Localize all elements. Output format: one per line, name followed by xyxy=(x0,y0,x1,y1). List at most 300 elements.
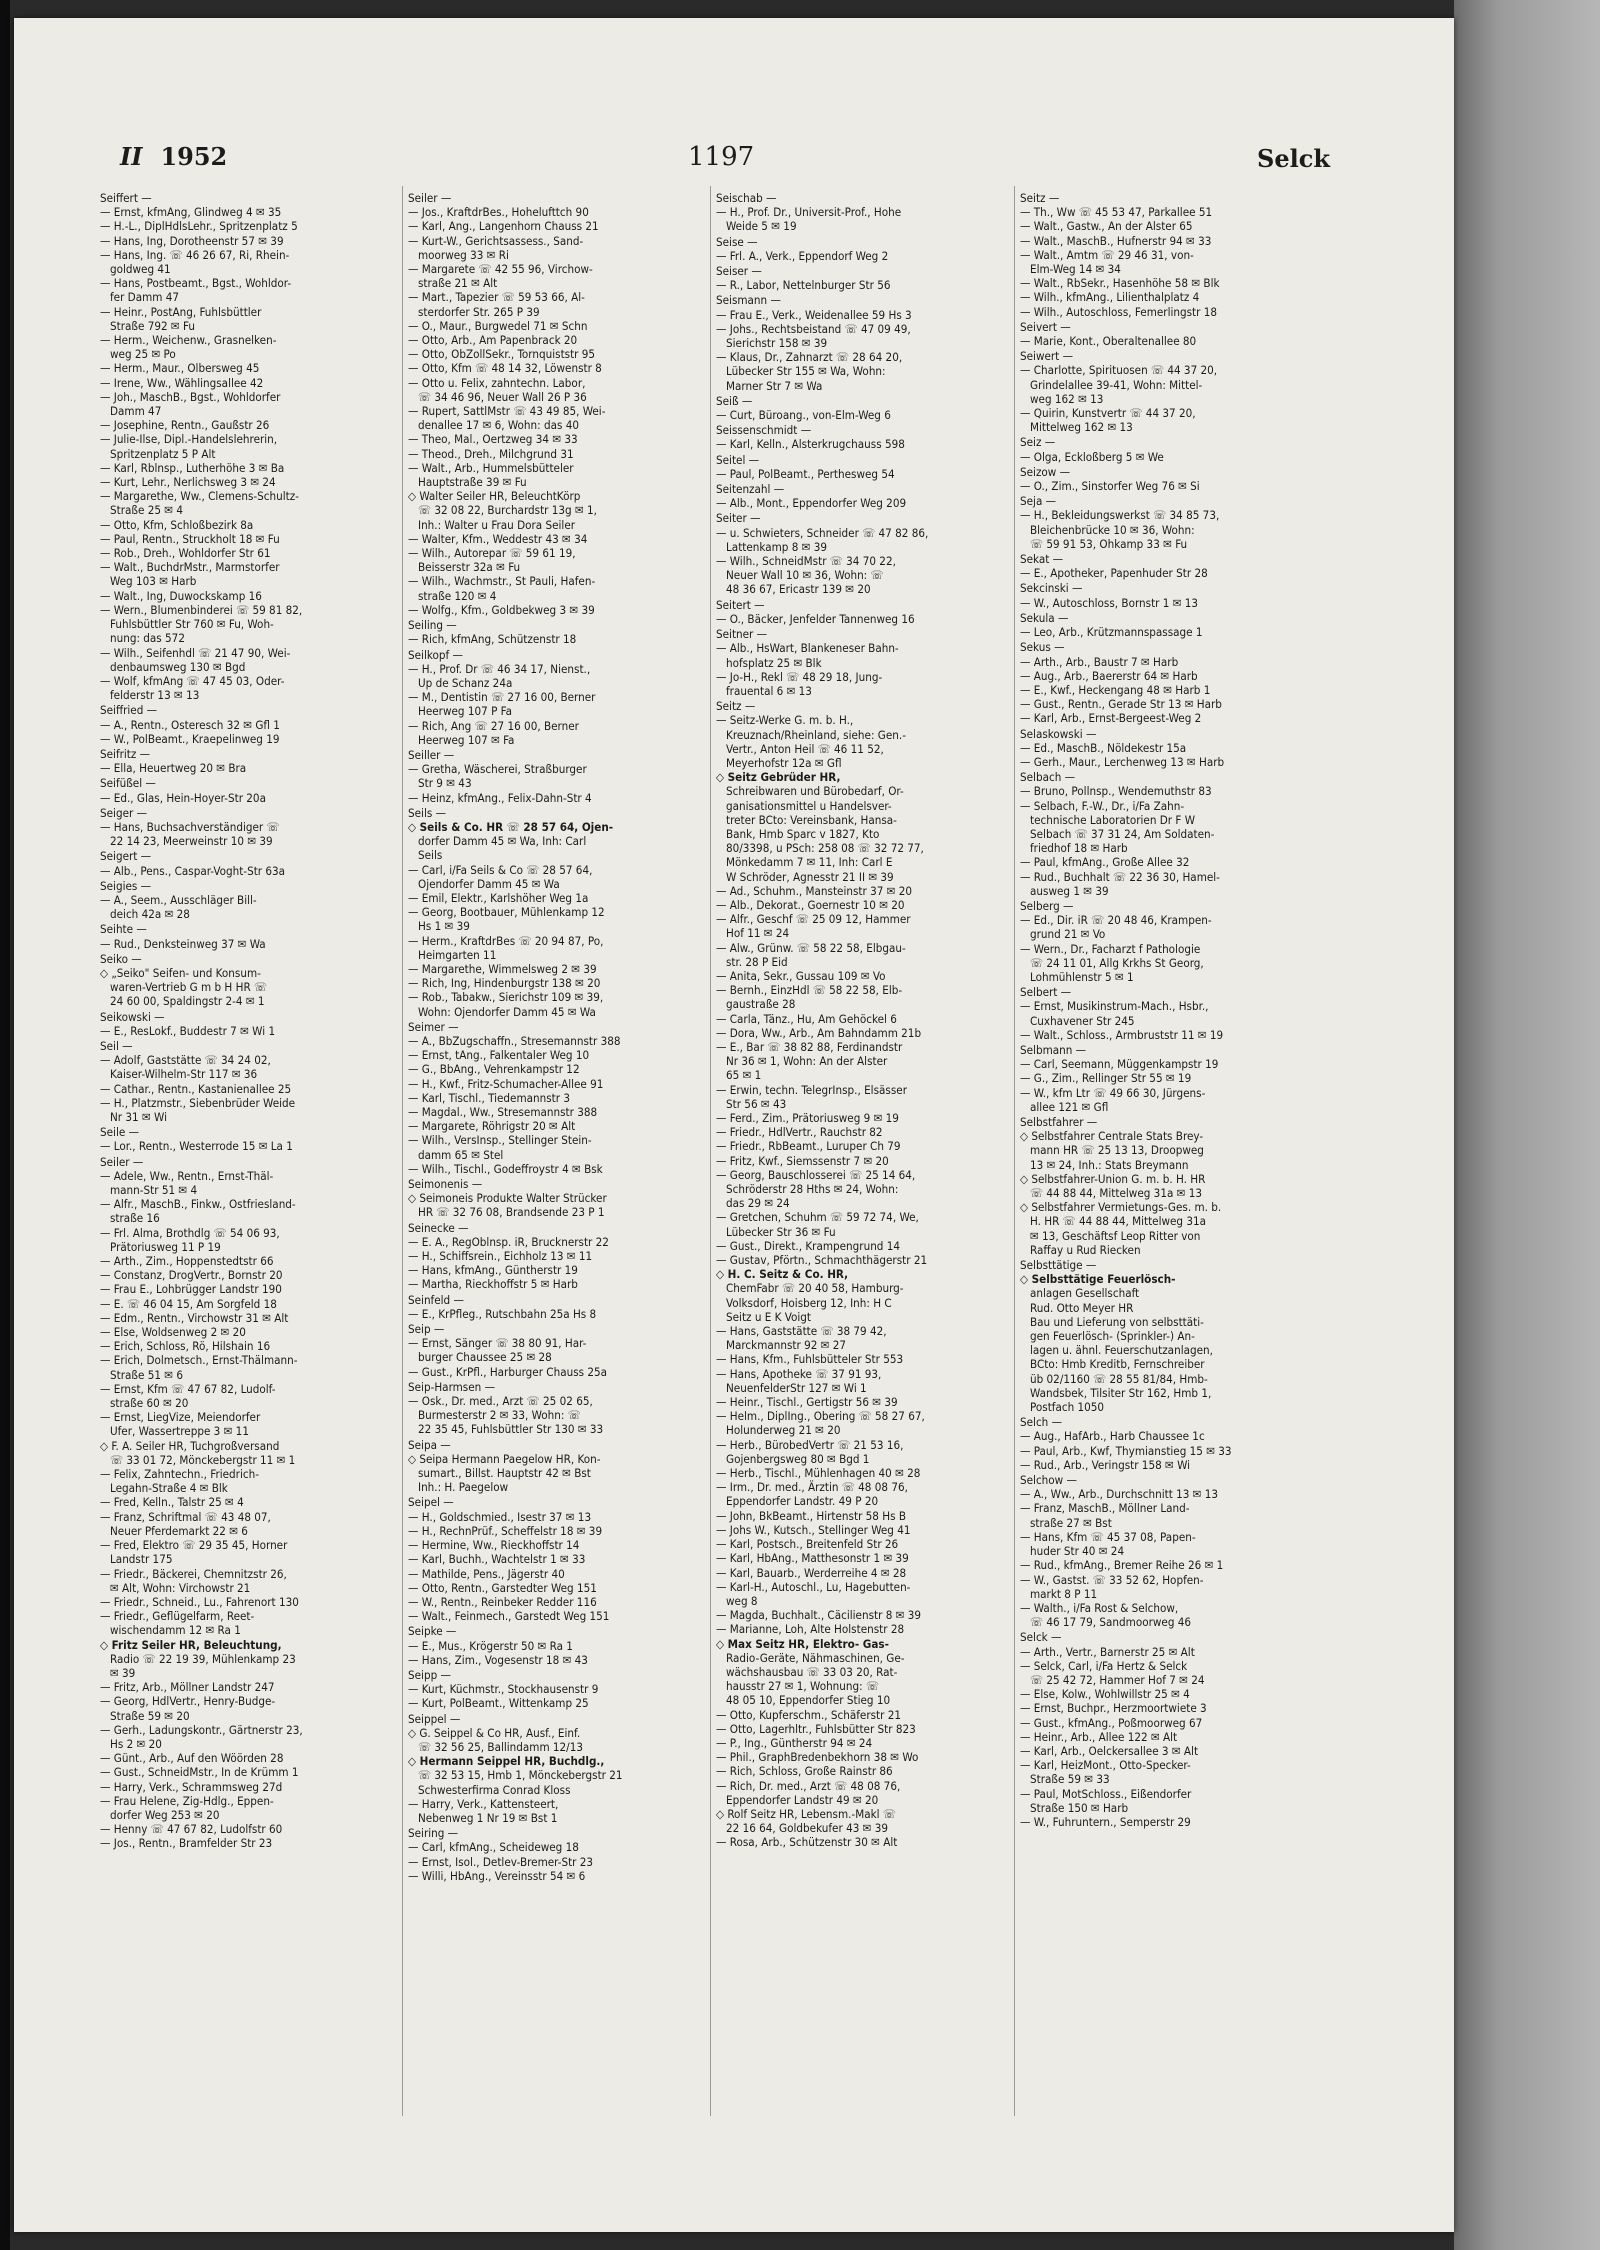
directory-entry-line: Eppendorfer Landstr. 49 P 20 xyxy=(726,1494,879,1509)
directory-entry-line: — Rich, Schloss, Große Rainstr 86 xyxy=(716,1764,893,1779)
directory-entry-line: Selck — xyxy=(1020,1630,1062,1645)
directory-entry-line: BCto: Hmb Kreditb, Fernschreiber xyxy=(1030,1357,1205,1372)
directory-entry-line: Selbach ☏ 37 31 24, Am Soldaten- xyxy=(1030,826,1215,841)
directory-entry-line: — Olga, Eckloßberg 5 ✉ We xyxy=(1020,449,1164,464)
directory-entry-line: — Walt., Schloss., Armbruststr 11 ✉ 19 xyxy=(1020,1027,1224,1042)
directory-entry-line: dorfer Damm 45 ✉ Wa, Inh: Carl xyxy=(418,834,587,849)
directory-entry-line: — Rich, Ang ☏ 27 16 00, Berner xyxy=(408,718,579,733)
directory-entry-line: treter BCto: Vereinsbank, Hansa- xyxy=(726,812,897,827)
directory-entry-line: — Alb., HsWart, Blankeneser Bahn- xyxy=(716,641,899,656)
directory-entry-line: — Lor., Rentn., Westerrode 15 ✉ La 1 xyxy=(100,1139,293,1154)
directory-entry-line: — Friedr., Schneid., Lu., Fahrenort 130 xyxy=(100,1594,299,1609)
directory-entry-line: — Karl, Rblnsp., Lutherhöhe 3 ✉ Ba xyxy=(100,460,285,475)
directory-entry-line: ☏ 32 53 15, Hmb 1, Mönckebergstr 21 xyxy=(418,1768,623,1783)
directory-entry-line: — Rud., Denksteinweg 37 ✉ Wa xyxy=(100,936,266,951)
header-running-head: Selck xyxy=(1257,144,1330,173)
directory-entry-line: — Friedr., Bäckerei, Chemnitzstr 26, xyxy=(100,1566,287,1581)
directory-entry-line: — Fritz, Arb., Möllner Landstr 247 xyxy=(100,1680,275,1695)
directory-entry-line: — Arth., Vertr., Barnerstr 25 ✉ Alt xyxy=(1020,1644,1195,1659)
directory-entry-line: Vertr., Anton Heil ☏ 46 11 52, xyxy=(726,741,884,756)
directory-entry-line: 80/3398, u PSch: 258 08 ☏ 32 72 77, xyxy=(726,841,924,856)
directory-entry-line: huder Str 40 ✉ 24 xyxy=(1030,1544,1125,1559)
directory-entry-line: — Friedr., Geflügelfarm, Reet- xyxy=(100,1609,255,1624)
directory-entry-line: — Wolf, kfmAng ☏ 47 45 03, Oder- xyxy=(100,673,285,688)
column-divider xyxy=(402,186,403,2116)
page-edge-shadow xyxy=(1454,0,1600,2250)
directory-entry-line: — Hans, Apotheke ☏ 37 91 93, xyxy=(716,1366,882,1381)
directory-entry-line: Weg 103 ✉ Harb xyxy=(110,574,197,589)
directory-entry-line: Straße 59 ✉ 33 xyxy=(1030,1772,1110,1787)
directory-entry-line: — Harry, Verk., Schrammsweg 27d xyxy=(100,1779,283,1794)
directory-entry-line: NeuenfelderStr 127 ✉ Wi 1 xyxy=(726,1380,867,1395)
directory-entry-line: — Alb., Pens., Caspar-Voght-Str 63a xyxy=(100,863,286,878)
directory-entry-line: Sekcinski — xyxy=(1020,581,1083,596)
directory-entry-line: — Carl, i/Fa Seils & Co ☏ 28 57 64, xyxy=(408,862,593,877)
directory-entry-line: ◇ Fritz Seiler HR, Beleuchtung, xyxy=(100,1637,282,1652)
directory-entry-line: — Georg, Bauschlosserei ☏ 25 14 64, xyxy=(716,1167,916,1182)
directory-entry-line: — Ernst, Sänger ☏ 38 80 91, Har- xyxy=(408,1336,587,1351)
directory-entry-line: Volksdorf, Hoisberg 12, Inh: H C xyxy=(726,1295,892,1310)
directory-entry-line: — Heinz, kfmAng., Felix-Dahn-Str 4 xyxy=(408,790,592,805)
directory-entry-line: Eppendorfer Landstr 49 ✉ 20 xyxy=(726,1792,879,1807)
directory-entry-line: Str 56 ✉ 43 xyxy=(726,1096,787,1111)
directory-entry-line: friedhof 18 ✉ Harb xyxy=(1030,841,1128,856)
directory-entry-line: — Hermine, Ww., Rieckhoffstr 14 xyxy=(408,1538,580,1553)
directory-entry-line: Seiring — xyxy=(408,1826,459,1841)
directory-entry-line: straße 21 ✉ Alt xyxy=(418,276,498,291)
directory-entry-line: — Gerh., Maur., Lerchenweg 13 ✉ Harb xyxy=(1020,754,1225,769)
directory-entry-line: ◇ Selbstfahrer Vermietungs-Ges. m. b. xyxy=(1020,1200,1222,1215)
directory-entry-line: Seihte — xyxy=(100,922,147,937)
directory-entry-line: — Walt., BuchdrMstr., Marmstorfer xyxy=(100,560,280,575)
directory-entry-line: — Karl, HbAng., Matthesonstr 1 ✉ 39 xyxy=(716,1551,909,1566)
column-divider xyxy=(710,186,711,2116)
directory-entry-line: — Ad., Schuhm., Mansteinstr 37 ✉ 20 xyxy=(716,883,913,898)
directory-entry-line: — G., BbAng., Vehrenkampstr 12 xyxy=(408,1062,580,1077)
directory-entry-line: denallee 17 ✉ 6, Wohn: das 40 xyxy=(418,418,579,433)
directory-entry-line: — W., Rentn., Reinbeker Redder 116 xyxy=(408,1594,597,1609)
directory-entry-line: — H., Bekleidungswerkst ☏ 34 85 73, xyxy=(1020,508,1220,523)
directory-entry-line: Sekula — xyxy=(1020,610,1069,625)
directory-entry-line: — Emil, Elektr., Karlshöher Weg 1a xyxy=(408,890,589,905)
directory-entry-line: — Bruno, Pollnsp., Wendemuthstr 83 xyxy=(1020,784,1212,799)
directory-entry-line: — Heinr., PostAng, Fuhlsbüttler xyxy=(100,304,262,319)
directory-entry-line: Rud. Otto Meyer HR xyxy=(1030,1300,1134,1315)
directory-entry-line: Gojenbergsweg 80 ✉ Bgd 1 xyxy=(726,1451,870,1466)
directory-entry-line: Nr 36 ✉ 1, Wohn: An der Alster xyxy=(726,1054,888,1069)
directory-entry-line: — P., Ing., Güntherstr 94 ✉ 24 xyxy=(716,1735,873,1750)
directory-entry-line: Cuxhavener Str 245 xyxy=(1030,1013,1135,1028)
directory-entry-line: Seitz — xyxy=(716,699,756,714)
directory-entry-line: Schröderstr 28 Hths ✉ 24, Wohn: xyxy=(726,1182,899,1197)
directory-entry-line: Marner Str 7 ✉ Wa xyxy=(726,378,823,393)
directory-entry-line: Selbsttätige — xyxy=(1020,1258,1097,1273)
directory-entry-line: — Ernst, LiegVize, Meiendorfer xyxy=(100,1410,261,1425)
directory-entry-line: allee 121 ✉ Gfl xyxy=(1030,1099,1109,1114)
directory-entry-line: — Ernst, tAng., Falkentaler Weg 10 xyxy=(408,1048,590,1063)
directory-entry-line: — Irene, Ww., Wählingsallee 42 xyxy=(100,375,264,390)
directory-entry-line: 13 ✉ 24, Inh.: Stats Breymann xyxy=(1030,1157,1189,1172)
directory-entry-line: Seischab — xyxy=(716,191,777,205)
directory-entry-line: — Otto, ObZollSekr., Tornquiststr 95 xyxy=(408,347,596,362)
directory-entry-line: — Kurt-W., Gerichtsassess., Sand- xyxy=(408,233,584,248)
directory-entry-line: — u. Schwieters, Schneider ☏ 47 82 86, xyxy=(716,525,929,540)
directory-entry-line: — Wolfg., Kfm., Goldbekweg 3 ✉ 39 xyxy=(408,602,595,617)
page-header xyxy=(120,142,1330,182)
directory-entry-line: — Joh., MaschB., Bgst., Wohldorfer xyxy=(100,389,281,404)
directory-entry-line: Heerweg 107 ✉ Fa xyxy=(418,732,515,747)
directory-entry-line: Nebenweg 1 Nr 19 ✉ Bst 1 xyxy=(418,1810,558,1825)
directory-entry-line: Selch — xyxy=(1020,1415,1063,1430)
directory-entry-line: Radio-Geräte, Nähmaschinen, Ge- xyxy=(726,1650,905,1665)
directory-entry-line: ☏ 24 11 01, Allg Krkhs St Georg, xyxy=(1030,955,1204,970)
directory-entry-line: Lattenkamp 8 ✉ 39 xyxy=(726,539,827,554)
directory-entry-line: — W., Autoschloss, Bornstr 1 ✉ 13 xyxy=(1020,595,1199,610)
directory-entry-line: ChemFabr ☏ 20 40 58, Hamburg- xyxy=(726,1281,904,1296)
directory-entry-line: — Jo-H., Rekl ☏ 48 29 18, Jung- xyxy=(716,669,883,684)
directory-entry-line: — Else, Kolw., Wohlwillstr 25 ✉ 4 xyxy=(1020,1687,1190,1702)
directory-entry-line: Marckmannstr 92 ✉ 27 xyxy=(726,1338,846,1353)
directory-entry-line: — Martha, Rieckhoffstr 5 ✉ Harb xyxy=(408,1277,578,1292)
directory-entry-line: — H., Schiffsrein., Eichholz 13 ✉ 11 xyxy=(408,1249,593,1264)
directory-entry-line: — Wilh., Tischl., Godeffroystr 4 ✉ Bsk xyxy=(408,1161,603,1176)
directory-entry-line: Hs 1 ✉ 39 xyxy=(418,919,470,934)
directory-entry-line: — Karl-H., Autoschl., Lu, Hagebutten- xyxy=(716,1579,911,1594)
directory-entry-line: — Alfr., MaschB., Finkw., Ostfriesland- xyxy=(100,1197,296,1212)
directory-entry-line: — Hans, Postbeamt., Bgst., Wohldor- xyxy=(100,276,292,291)
directory-entry-line: Neuer Pferdemarkt 22 ✉ 6 xyxy=(110,1523,248,1538)
directory-entry-line: — Adele, Ww., Rentn., Ernst-Thäl- xyxy=(100,1168,274,1183)
directory-entry-line: — Helm., DiplIng., Obering ☏ 58 27 67, xyxy=(716,1409,925,1424)
directory-entry-line: frauental 6 ✉ 13 xyxy=(726,683,812,698)
directory-entry-line: — Friedr., HdlVertr., Rauchstr 82 xyxy=(716,1125,883,1140)
directory-entry-line: — Arth., Arb., Baustr 7 ✉ Harb xyxy=(1020,654,1179,669)
directory-entry-line: Schreibwaren und Bürobedarf, Or- xyxy=(726,784,904,799)
directory-entry-line: Mittelweg 162 ✉ 13 xyxy=(1030,420,1133,435)
directory-entry-line: Bau und Lieferung von selbsttäti- xyxy=(1030,1314,1204,1329)
directory-entry-line: Selbmann — xyxy=(1020,1042,1087,1057)
directory-entry-line: Inh.: H. Paegelow xyxy=(418,1480,509,1495)
directory-entry-line: sumart., Billst. Hauptstr 42 ✉ Bst xyxy=(418,1466,591,1481)
directory-entry-line: — Karl, Buchh., Wachtelstr 1 ✉ 33 xyxy=(408,1552,586,1567)
directory-entry-line: — Ernst, Musikinstrum-Mach., Hsbr., xyxy=(1020,999,1209,1014)
directory-entry-line: Seitz — xyxy=(1020,191,1060,205)
directory-entry-line: — Rich, kfmAng, Schützenstr 18 xyxy=(408,632,577,647)
directory-entry-line: — Ernst, Isol., Detlev-Bremer-Str 23 xyxy=(408,1854,594,1869)
directory-entry-line: — Karl, Arb., Oelckersallee 3 ✉ Alt xyxy=(1020,1743,1199,1758)
directory-entry-line: ☏ 44 88 44, Mittelweg 31a ✉ 13 xyxy=(1030,1186,1202,1201)
directory-entry-line: — Alb., Dekorat., Goernestr 10 ✉ 20 xyxy=(716,897,905,912)
directory-entry-line: — Walt., Amtm ☏ 29 46 31, von- xyxy=(1020,247,1194,262)
directory-entry-line: — W., Gastst. ☏ 33 52 62, Hopfen- xyxy=(1020,1572,1204,1587)
directory-entry-line: — Erich, Dolmetsch., Ernst-Thälmann- xyxy=(100,1353,298,1368)
directory-entry-line: Seigert — xyxy=(100,849,152,864)
directory-entry-line: — Otto, Arb., Am Papenbrack 20 xyxy=(408,333,578,348)
directory-entry-line: ◇ Seils & Co. HR ☏ 28 57 64, Ojen- xyxy=(408,819,614,834)
directory-entry-line: gen Feuerlösch- (Sprinkler-) An- xyxy=(1030,1329,1195,1344)
directory-entry-line: — Fred, Elektro ☏ 29 35 45, Horner xyxy=(100,1538,288,1553)
directory-entry-line: ☏ 32 56 25, Ballindamm 12/13 xyxy=(418,1739,583,1754)
directory-entry-line: Burmesterstr 2 ✉ 33, Wohn: ☏ xyxy=(418,1408,581,1423)
directory-entry-line: — Herm., Maur., Olbersweg 45 xyxy=(100,361,260,376)
directory-entry-line: — Margarete ☏ 42 55 96, Virchow- xyxy=(408,262,593,277)
directory-entry-line: Kaiser-Wilhelm-Str 117 ✉ 36 xyxy=(110,1067,258,1082)
directory-entry-line: — Wilh., Wachmstr., St Pauli, Hafen- xyxy=(408,574,596,589)
directory-entry-line: Seitner — xyxy=(716,627,768,642)
directory-entry-line: — Mart., Tapezier ☏ 59 53 66, Al- xyxy=(408,290,585,305)
directory-entry-line: Seimer — xyxy=(408,1019,459,1034)
directory-entry-line: Seja — xyxy=(1020,494,1057,509)
directory-entry-line: — Hans, Kfm., Fuhlsbütteler Str 553 xyxy=(716,1352,904,1367)
directory-entry-line: Fuhlsbüttler Str 760 ✉ Fu, Woh- xyxy=(110,617,274,632)
directory-entry-line: Seiter — xyxy=(716,511,761,526)
directory-entry-line: ☏ 34 46 96, Neuer Wall 26 P 36 xyxy=(418,389,587,404)
directory-entry-line: Damm 47 xyxy=(110,404,162,419)
directory-entry-line: — Otto, Kfm, Schloßbezirk 8a xyxy=(100,517,254,532)
directory-entry-line: wächshausbau ☏ 33 03 20, Rat- xyxy=(726,1664,898,1679)
directory-entry-line: — Gretchen, Schuhm ☏ 59 72 74, We, xyxy=(716,1210,919,1225)
directory-entry-line: — E., ResLokf., Buddestr 7 ✉ Wi 1 xyxy=(100,1023,276,1038)
directory-entry-line: Heimgarten 11 xyxy=(418,947,497,962)
directory-entry-line: — Walt., Arb., Hummelsbütteler xyxy=(408,460,574,475)
directory-entry-line: — Gust., Rentn., Gerade Str 13 ✉ Harb xyxy=(1020,697,1222,712)
directory-entry-line: — John, BkBeamt., Hirtenstr 58 Hs B xyxy=(716,1508,906,1523)
directory-entry-line: — Walter, Kfm., Weddestr 43 ✉ 34 xyxy=(408,531,588,546)
directory-entry-line: — Herb., BürobedVertr ☏ 21 53 16, xyxy=(716,1437,904,1452)
directory-entry-line: — Phil., GraphBredenbekhorn 38 ✉ Wo xyxy=(716,1750,919,1765)
directory-entry-line: — Klaus, Dr., Zahnarzt ☏ 28 64 20, xyxy=(716,350,903,365)
directory-entry-line: ◇ Selbstfahrer Centrale Stats Brey- xyxy=(1020,1129,1204,1144)
directory-entry-line: Seipa — xyxy=(408,1437,451,1452)
directory-entry-line: Weide 5 ✉ 19 xyxy=(726,219,797,234)
directory-entry-line: — Magdal., Ww., Stresemannstr 388 xyxy=(408,1105,598,1119)
directory-entry-line: — Arth., Zim., Hoppenstedtstr 66 xyxy=(100,1254,274,1269)
directory-entry-line: — Franz, Schriftmal ☏ 43 48 07, xyxy=(100,1509,271,1524)
directory-entry-line: wischendamm 12 ✉ Ra 1 xyxy=(110,1623,241,1638)
directory-entry-line: — Th., Ww ☏ 45 53 47, Parkallee 51 xyxy=(1020,205,1213,220)
directory-entry-line: waren-Vertrieb G m b H HR ☏ xyxy=(110,980,268,995)
directory-entry-line: Seismann — xyxy=(716,293,781,308)
directory-entry-line: moorweg 33 ✉ Ri xyxy=(418,247,509,262)
directory-entry-line: Seiler — xyxy=(100,1154,144,1169)
left-binding-strip xyxy=(0,0,10,2250)
directory-entry-line: — Rob., Dreh., Wohldorfer Str 61 xyxy=(100,546,271,561)
directory-entry-line: 22 35 45, Fuhlsbüttler Str 130 ✉ 33 xyxy=(418,1422,604,1437)
directory-entry-line: — Henny ☏ 47 67 82, Ludolfstr 60 xyxy=(100,1822,283,1837)
directory-entry-line: — Kurt, PolBeamt., Wittenkamp 25 xyxy=(408,1696,589,1711)
directory-entry-line: — Karl, Bauarb., Werderreihe 4 ✉ 28 xyxy=(716,1565,907,1580)
directory-entry-line: — Paul, MotSchloss., Eißendorfer xyxy=(1020,1786,1192,1801)
directory-entry-line: Hof 11 ✉ 24 xyxy=(726,926,790,941)
directory-entry-line: ☏ 32 08 22, Burchardstr 13g ✉ 1, xyxy=(418,503,597,518)
directory-entry-line: anlagen Gesellschaft xyxy=(1030,1286,1140,1301)
directory-entry-line: Seikowski — xyxy=(100,1009,165,1024)
directory-entry-line: — A., Ww., Arb., Durchschnitt 13 ✉ 13 xyxy=(1020,1487,1219,1502)
directory-entry-line: — Hans, Ing. ☏ 46 26 67, Ri, Rhein- xyxy=(100,247,290,262)
directory-entry-line: Seigies — xyxy=(100,878,152,893)
directory-entry-line: — E., Kwf., Heckengang 48 ✉ Harb 1 xyxy=(1020,682,1211,697)
directory-entry-line: Beisserstr 32a ✉ Fu xyxy=(418,560,521,575)
directory-entry-line: — Carla, Tänz., Hu, Am Gehöckel 6 xyxy=(716,1011,897,1026)
directory-entry-line: — Wilh., Autorepar ☏ 59 61 19, xyxy=(408,546,576,561)
directory-entry-line: Seip-Harmsen — xyxy=(408,1379,496,1394)
directory-entry-line: — Alw., Grünw. ☏ 58 22 58, Elbgau- xyxy=(716,940,906,955)
directory-entry-line: Up de Schanz 24a xyxy=(418,675,513,690)
directory-entry-line: Seip — xyxy=(408,1322,445,1337)
directory-entry-line: — Karl, Kelln., Alsterkrugchauss 598 xyxy=(716,437,905,452)
directory-entry-line: ☏ 33 01 72, Mönckebergstr 11 ✉ 1 xyxy=(110,1452,296,1467)
directory-entry-line: — E. ☏ 46 04 15, Am Sorgfeld 18 xyxy=(100,1296,277,1311)
directory-entry-line: — Gerh., Ladungskontr., Gärtnerstr 23, xyxy=(100,1722,303,1737)
directory-entry-line: Selberg — xyxy=(1020,898,1074,913)
directory-entry-line: Straße 51 ✉ 6 xyxy=(110,1367,183,1382)
directory-entry-line: das 29 ✉ 24 xyxy=(726,1196,790,1211)
directory-entry-line: 48 36 67, Ericastr 139 ✉ 20 xyxy=(726,582,871,597)
directory-entry-line: Wandsbek, Tilsiter Str 162, Hmb 1, xyxy=(1030,1385,1212,1400)
directory-entry-line: — Fritz, Kwf., Siemssenstr 7 ✉ 20 xyxy=(716,1153,889,1168)
directory-entry-line: lagen u. ähnl. Feuerschutzanlagen, xyxy=(1030,1343,1213,1358)
directory-entry-line: — Frl. Alma, Brothdlg ☏ 54 06 93, xyxy=(100,1225,280,1240)
directory-entry-line: — Karl, Tischl., Tiedemannstr 3 xyxy=(408,1090,571,1105)
directory-entry-line: — G., Zim., Rellinger Str 55 ✉ 19 xyxy=(1020,1071,1192,1086)
directory-entry-line: — Carl, Seemann, Müggenkampstr 19 xyxy=(1020,1057,1219,1072)
directory-entry-line: — H., Kwf., Fritz-Schumacher-Allee 91 xyxy=(408,1076,604,1091)
directory-entry-line: — Felix, Zahntechn., Friedrich- xyxy=(100,1467,259,1482)
directory-entry-line: — Margarethe, Wimmelsweg 2 ✉ 39 xyxy=(408,961,597,976)
directory-entry-line: — Walt., RbSekr., Hasenhöhe 58 ✉ Blk xyxy=(1020,276,1220,291)
directory-entry-line: — Alfr., Geschf ☏ 25 09 12, Hammer xyxy=(716,912,911,927)
directory-entry-line: ◇ H. C. Seitz & Co. HR, xyxy=(716,1267,849,1282)
directory-entry-line: — Else, Woldsenweg 2 ✉ 20 xyxy=(100,1325,246,1340)
header-volume: II xyxy=(120,142,143,171)
directory-entry-line: Inh.: Walter u Frau Dora Seiler xyxy=(418,517,576,532)
directory-entry-line: — Karl, HeizMont., Otto-Specker- xyxy=(1020,1758,1191,1773)
directory-entry-line: — Fred, Kelln., Talstr 25 ✉ 4 xyxy=(100,1495,244,1510)
directory-entry-line: ◇ G. Seippel & Co HR, Ausf., Einf. xyxy=(408,1725,581,1740)
directory-entry-line: — Dora, Ww., Arb., Am Bahndamm 21b xyxy=(716,1025,922,1040)
directory-entry-line: Seipp — xyxy=(408,1667,451,1682)
directory-entry-line: Straße 150 ✉ Harb xyxy=(1030,1800,1129,1815)
directory-entry-line: — Hans, Ing, Dorotheenstr 57 ✉ 39 xyxy=(100,233,284,248)
directory-entry-line: Straße 59 ✉ 20 xyxy=(110,1708,190,1723)
directory-entry-line: Wohn: Ojendorfer Damm 45 ✉ Wa xyxy=(418,1004,596,1019)
directory-entry-line: Bank, Hmb Sparc v 1827, Kto xyxy=(726,826,880,841)
directory-entry-line: — Walt., Feinmech., Garstedt Weg 151 xyxy=(408,1609,610,1624)
directory-entry-line: Lübecker Str 36 ✉ Fu xyxy=(726,1224,836,1239)
directory-entry-line: H. HR ☏ 44 88 44, Mittelweg 31a xyxy=(1030,1214,1207,1229)
directory-entry-line: — Aug., Arb., Baererstr 64 ✉ Harb xyxy=(1020,668,1198,683)
directory-entry-line: — Frau Helene, Zig-Hdlg., Eppen- xyxy=(100,1793,274,1808)
directory-entry-line: Prätoriusweg 11 P 19 xyxy=(110,1239,221,1254)
directory-entry-line: Seitert — xyxy=(716,597,765,612)
directory-entry-line: — Alb., Mont., Eppendorfer Weg 209 xyxy=(716,496,907,511)
directory-entry-line: goldweg 41 xyxy=(110,262,171,277)
directory-entry-line: — H., RechnPrüf., Scheffelstr 18 ✉ 39 xyxy=(408,1523,603,1538)
directory-entry-line: ganisationsmittel u Handelsver- xyxy=(726,798,892,813)
directory-entry-line: — Rich, Ing, Hindenburgstr 138 ✉ 20 xyxy=(408,976,601,991)
directory-entry-line: 65 ✉ 1 xyxy=(726,1068,762,1083)
directory-entry-line: — Walt., Ing, Duwockskamp 16 xyxy=(100,588,262,603)
directory-entry-line: ◇ Walter Seiler HR, BeleuchtKörp xyxy=(408,489,581,504)
directory-entry-line: mann HR ☏ 25 13 13, Droopweg xyxy=(1030,1143,1204,1158)
directory-entry-line: 24 60 00, Spaldingstr 2-4 ✉ 1 xyxy=(110,994,265,1009)
directory-entry-line: — Wern., Blumenbinderei ☏ 59 81 82, xyxy=(100,602,303,617)
directory-entry-line: — Theo, Mal., Oertzweg 34 ✉ 33 xyxy=(408,432,578,447)
directory-entry-line: Landstr 175 xyxy=(110,1552,173,1567)
directory-entry-line: straße 60 ✉ 20 xyxy=(110,1396,189,1411)
directory-entry-line: — Cathar., Rentn., Kastanienallee 25 xyxy=(100,1081,292,1096)
directory-entry-line: — Georg, HdlVertr., Henry-Budge- xyxy=(100,1694,276,1709)
directory-entry-line: — Hans, Gaststätte ☏ 38 79 42, xyxy=(716,1324,887,1339)
directory-entry-line: — Walt., MaschB., Hufnerstr 94 ✉ 33 xyxy=(1020,233,1212,248)
directory-entry-line: — Adolf, Gaststätte ☏ 34 24 02, xyxy=(100,1053,271,1068)
directory-entry-line: — E., Mus., Krögerstr 50 ✉ Ra 1 xyxy=(408,1638,573,1653)
directory-entry-line: — Willi, HbAng., Vereinsstr 54 ✉ 6 xyxy=(408,1868,586,1883)
directory-entry-line: damm 65 ✉ Stel xyxy=(418,1147,504,1162)
directory-entry-line: Seitel — xyxy=(716,452,760,467)
directory-entry-line: — Heinr., Tischl., Gertigstr 56 ✉ 39 xyxy=(716,1395,898,1410)
directory-entry-line: — Otto u. Felix, zahntechn. Labor, xyxy=(408,375,586,390)
directory-entry-line: Seiffert — xyxy=(100,191,152,205)
directory-entry-line: Neuer Wall 10 ✉ 36, Wohn: ☏ xyxy=(726,568,884,583)
directory-entry-line: — Wilh., kfmAng., Lilienthalplatz 4 xyxy=(1020,290,1200,305)
directory-entry-line: — Ferd., Zim., Prätoriusweg 9 ✉ 19 xyxy=(716,1111,899,1125)
directory-entry-line: mann-Str 51 ✉ 4 xyxy=(110,1183,198,1198)
directory-entry-line: Lübecker Str 155 ✉ Wa, Wohn: xyxy=(726,364,886,379)
directory-entry-line: Seinfeld — xyxy=(408,1292,464,1307)
directory-entry-line: Seiffried — xyxy=(100,703,158,718)
directory-entry-line: Seinecke — xyxy=(408,1220,469,1235)
directory-entry-line: ☏ 59 91 53, Ohkamp 33 ✉ Fu xyxy=(1030,536,1188,551)
directory-entry-line: Straße 25 ✉ 4 xyxy=(110,503,183,518)
directory-entry-line: — Selck, Carl, i/Fa Hertz & Selck xyxy=(1020,1658,1188,1673)
directory-entry-line: markt 8 P 11 xyxy=(1030,1586,1098,1601)
directory-entry-line: Seiwert — xyxy=(1020,349,1074,364)
directory-entry-line: ◇ Seitz Gebrüder HR, xyxy=(716,770,841,785)
directory-entry-line: Selchow — xyxy=(1020,1473,1077,1488)
directory-entry-line: — Otto, Kfm ☏ 48 14 32, Löwenstr 8 xyxy=(408,361,602,376)
directory-entry-line: Seifüßel — xyxy=(100,776,156,791)
directory-entry-line: — Jos., Rentn., Bramfelder Str 23 xyxy=(100,1836,273,1851)
directory-entry-line: Seipel — xyxy=(408,1495,454,1510)
directory-column-2 xyxy=(408,190,696,2120)
directory-entry-line: Seiler — xyxy=(408,191,452,205)
directory-entry-line: Seiser — xyxy=(716,264,762,279)
directory-entry-line: — Hans, Zim., Vogesenstr 18 ✉ 43 xyxy=(408,1652,588,1667)
directory-entry-line: — Rud., kfmAng., Bremer Reihe 26 ✉ 1 xyxy=(1020,1558,1224,1573)
directory-entry-line: — Margarete, Röhrigstr 20 ✉ Alt xyxy=(408,1119,576,1134)
directory-entry-line: Seile — xyxy=(100,1125,140,1140)
directory-entry-line: — Erich, Schloss, Rö, Hilshain 16 xyxy=(100,1339,271,1354)
directory-entry-line: — Rud., Arb., Veringstr 158 ✉ Wi xyxy=(1020,1457,1191,1472)
directory-entry-line: — Otto, Rentn., Garstedter Weg 151 xyxy=(408,1580,597,1595)
directory-entry-line: technische Laboratorien Dr F W xyxy=(1030,812,1196,827)
directory-entry-line: Seise — xyxy=(716,234,758,249)
directory-entry-line: — Theod., Dreh., Milchgrund 31 xyxy=(408,446,574,461)
directory-entry-line: — Johs W., Kutsch., Stellinger Weg 41 xyxy=(716,1522,911,1537)
directory-entry-line: — Bernh., EinzHdl ☏ 58 22 58, Elb- xyxy=(716,983,903,998)
directory-entry-line: Str 9 ✉ 43 xyxy=(418,776,472,791)
directory-entry-line: — W., Fuhruntern., Semperstr 29 xyxy=(1020,1814,1191,1829)
directory-entry-line: — Marianne, Loh, Alte Holstenstr 28 xyxy=(716,1622,905,1637)
directory-entry-line: — Paul, kfmAng., Große Allee 32 xyxy=(1020,855,1190,870)
directory-entry-line: — Georg, Bootbauer, Mühlenkamp 12 xyxy=(408,905,605,920)
directory-entry-line: nung: das 572 xyxy=(110,631,185,646)
directory-entry-line: — Ed., Glas, Hein-Hoyer-Str 20a xyxy=(100,790,266,805)
directory-entry-line: — Kurt, Lehr., Nerlichsweg 3 ✉ 24 xyxy=(100,475,276,490)
directory-entry-line: Kreuznach/Rheinland, siehe: Gen.- xyxy=(726,727,906,742)
directory-entry-line: Seiz — xyxy=(1020,435,1056,450)
